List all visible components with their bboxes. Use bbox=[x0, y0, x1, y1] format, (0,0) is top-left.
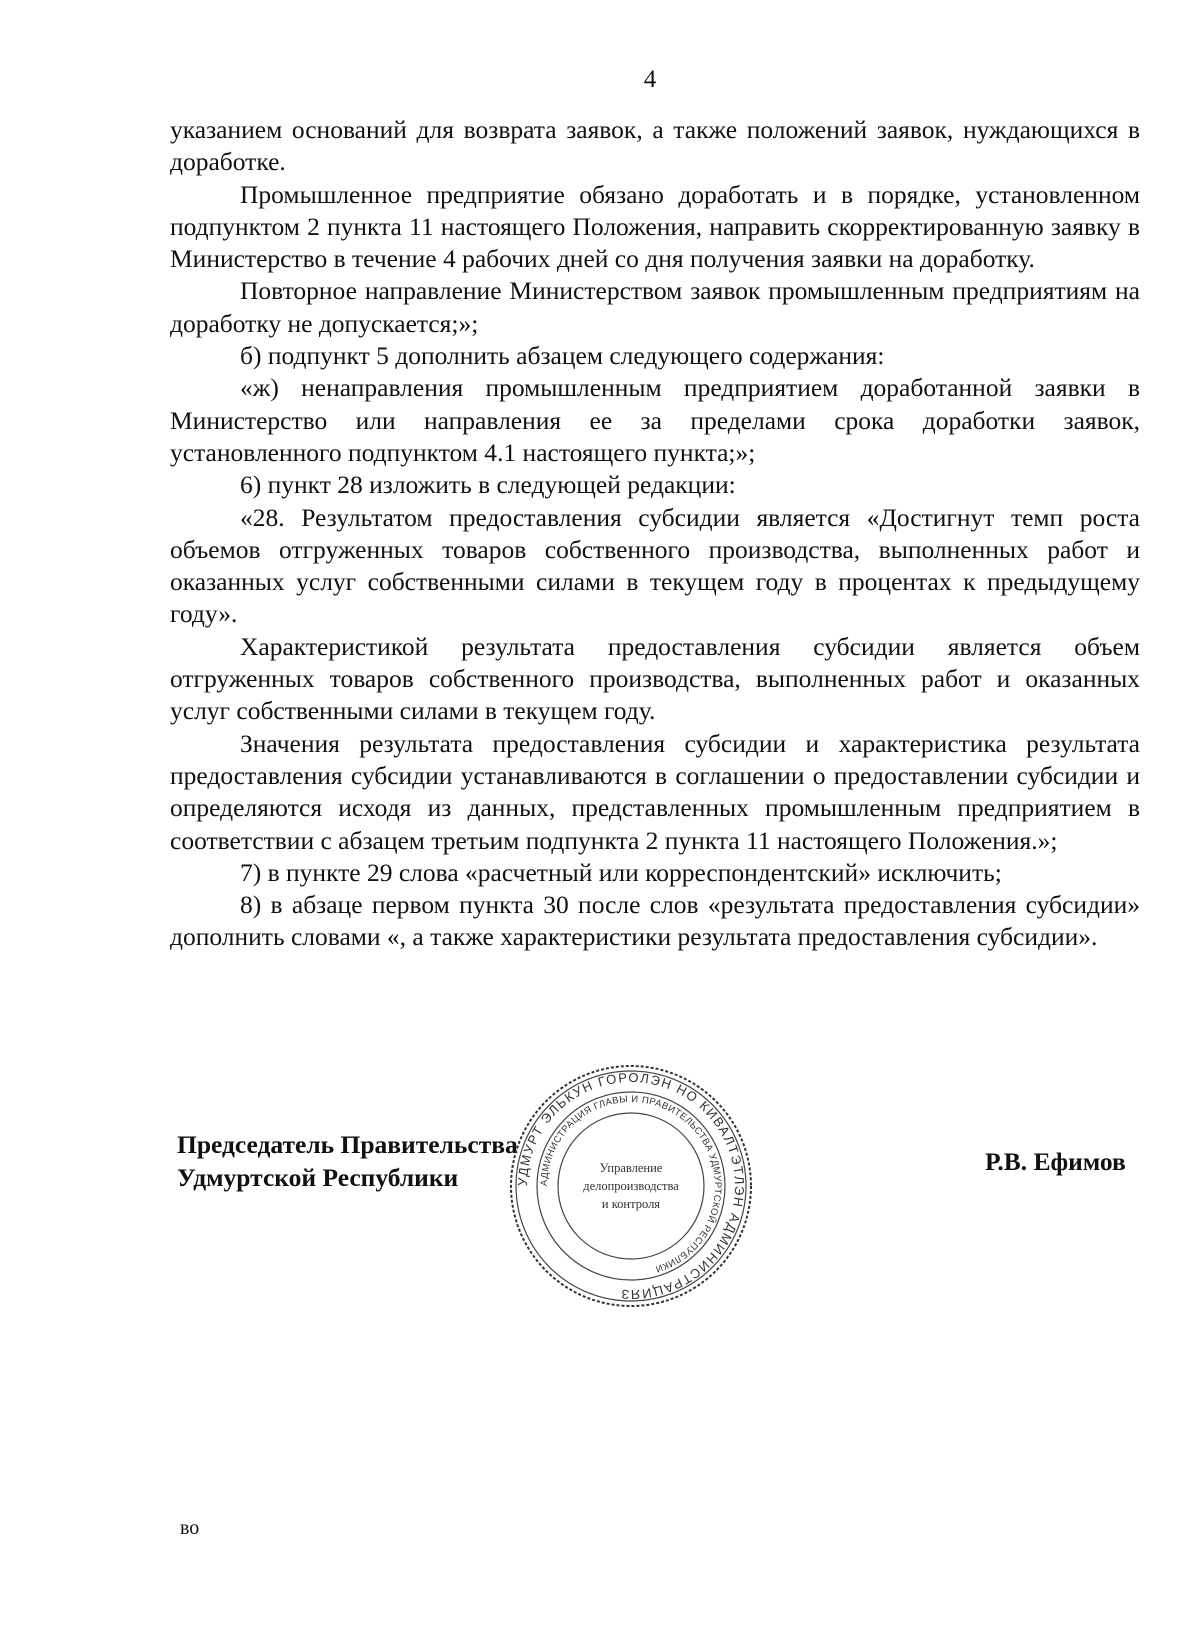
document-body bbox=[170, 114, 1140, 954]
stamp-center-line-2: делопроизводства bbox=[583, 1179, 679, 1193]
signatory-name: Р.В. Ефимов bbox=[985, 1147, 1126, 1176]
stamp-inner-ring-text: АДМИНИСТРАЦИЯ ГЛАВЫ И ПРАВИТЕЛЬСТВА УДМУРТСКОЙ РЕСПУБЛИКИ bbox=[538, 1093, 724, 1275]
paragraph-9: Значения результата предоставления субсидии и характеристика результата предоставления субсидии устанавливаются в соглашении о предоставлении субсидии и определяются исходя из данных, представленных промышленным предприятием в соответствии с абзацем третьим подпункта 2 пункта 11 настоящего Положения.»; bbox=[170, 728, 1140, 855]
signatory-position-line-1: Председатель Правительства bbox=[177, 1130, 518, 1159]
paragraph-8: Характеристикой результата предоставления субсидии является объем отгруженных товаров собственного производства, выполненных работ и оказанных услуг собственными силами в текущем году. bbox=[170, 631, 1140, 726]
official-stamp bbox=[508, 1063, 754, 1309]
paragraph-1: указанием оснований для возврата заявок, а также положений заявок, нуждающихся в доработке. bbox=[170, 115, 1140, 177]
paragraph-3: Повторное направление Министерством заявок промышленным предприятиям на доработку не допускается;»; bbox=[170, 276, 1140, 338]
signatory-position-line-2: Удмуртской Республики bbox=[177, 1163, 459, 1192]
paragraph-10: 7) в пункте 29 слова «расчетный или корреспондентский» исключить; bbox=[240, 857, 1002, 887]
signatory-position bbox=[177, 1128, 518, 1194]
paragraph-4: б) подпункт 5 дополнить абзацем следующего содержания: bbox=[240, 341, 885, 371]
stamp-center-line-3: и контроля bbox=[601, 1197, 661, 1211]
stamp-center-line-1: Управление bbox=[599, 1161, 663, 1175]
page-number: 4 bbox=[643, 66, 657, 93]
paragraph-11: 8) в абзаце первом пункта 30 после слов «результата предоставления субсидии» дополнить словами «, а также характеристики результата предоставления субсидии». bbox=[170, 890, 1140, 952]
stamp-outer-ring-text: УДМУРТ ЭЛЬКУН ГОРОЛЭН НО КИВАЛТЭТЛЭН АДМИНИСТРАЦИЯЗ bbox=[514, 1069, 748, 1303]
paragraph-2: Промышленное предприятие обязано доработать и в порядке, установленном подпунктом 2 пункта 11 настоящего Положения, направить скорректированную заявку в Министерство в течение 4 рабочих дней со дня получения заявки на доработку. bbox=[170, 179, 1140, 274]
paragraph-5: «ж) ненаправления промышленным предприятием доработанной заявки в Министерство или направления ее за пределами срока доработки заявок, установленного подпунктом 4.1 настоящего пункта;»; bbox=[170, 373, 1140, 467]
paragraph-7: «28. Результатом предоставления субсидии является «Достигнут темп роста объемов отгруженных товаров собственного производства, выполненных работ и оказанных услуг собственными силами в текущем году в процентах к предыдущему году». bbox=[170, 502, 1140, 629]
footer-mark: во bbox=[180, 1517, 200, 1539]
paragraph-6: 6) пункт 28 изложить в следующей редакции: bbox=[240, 470, 736, 500]
